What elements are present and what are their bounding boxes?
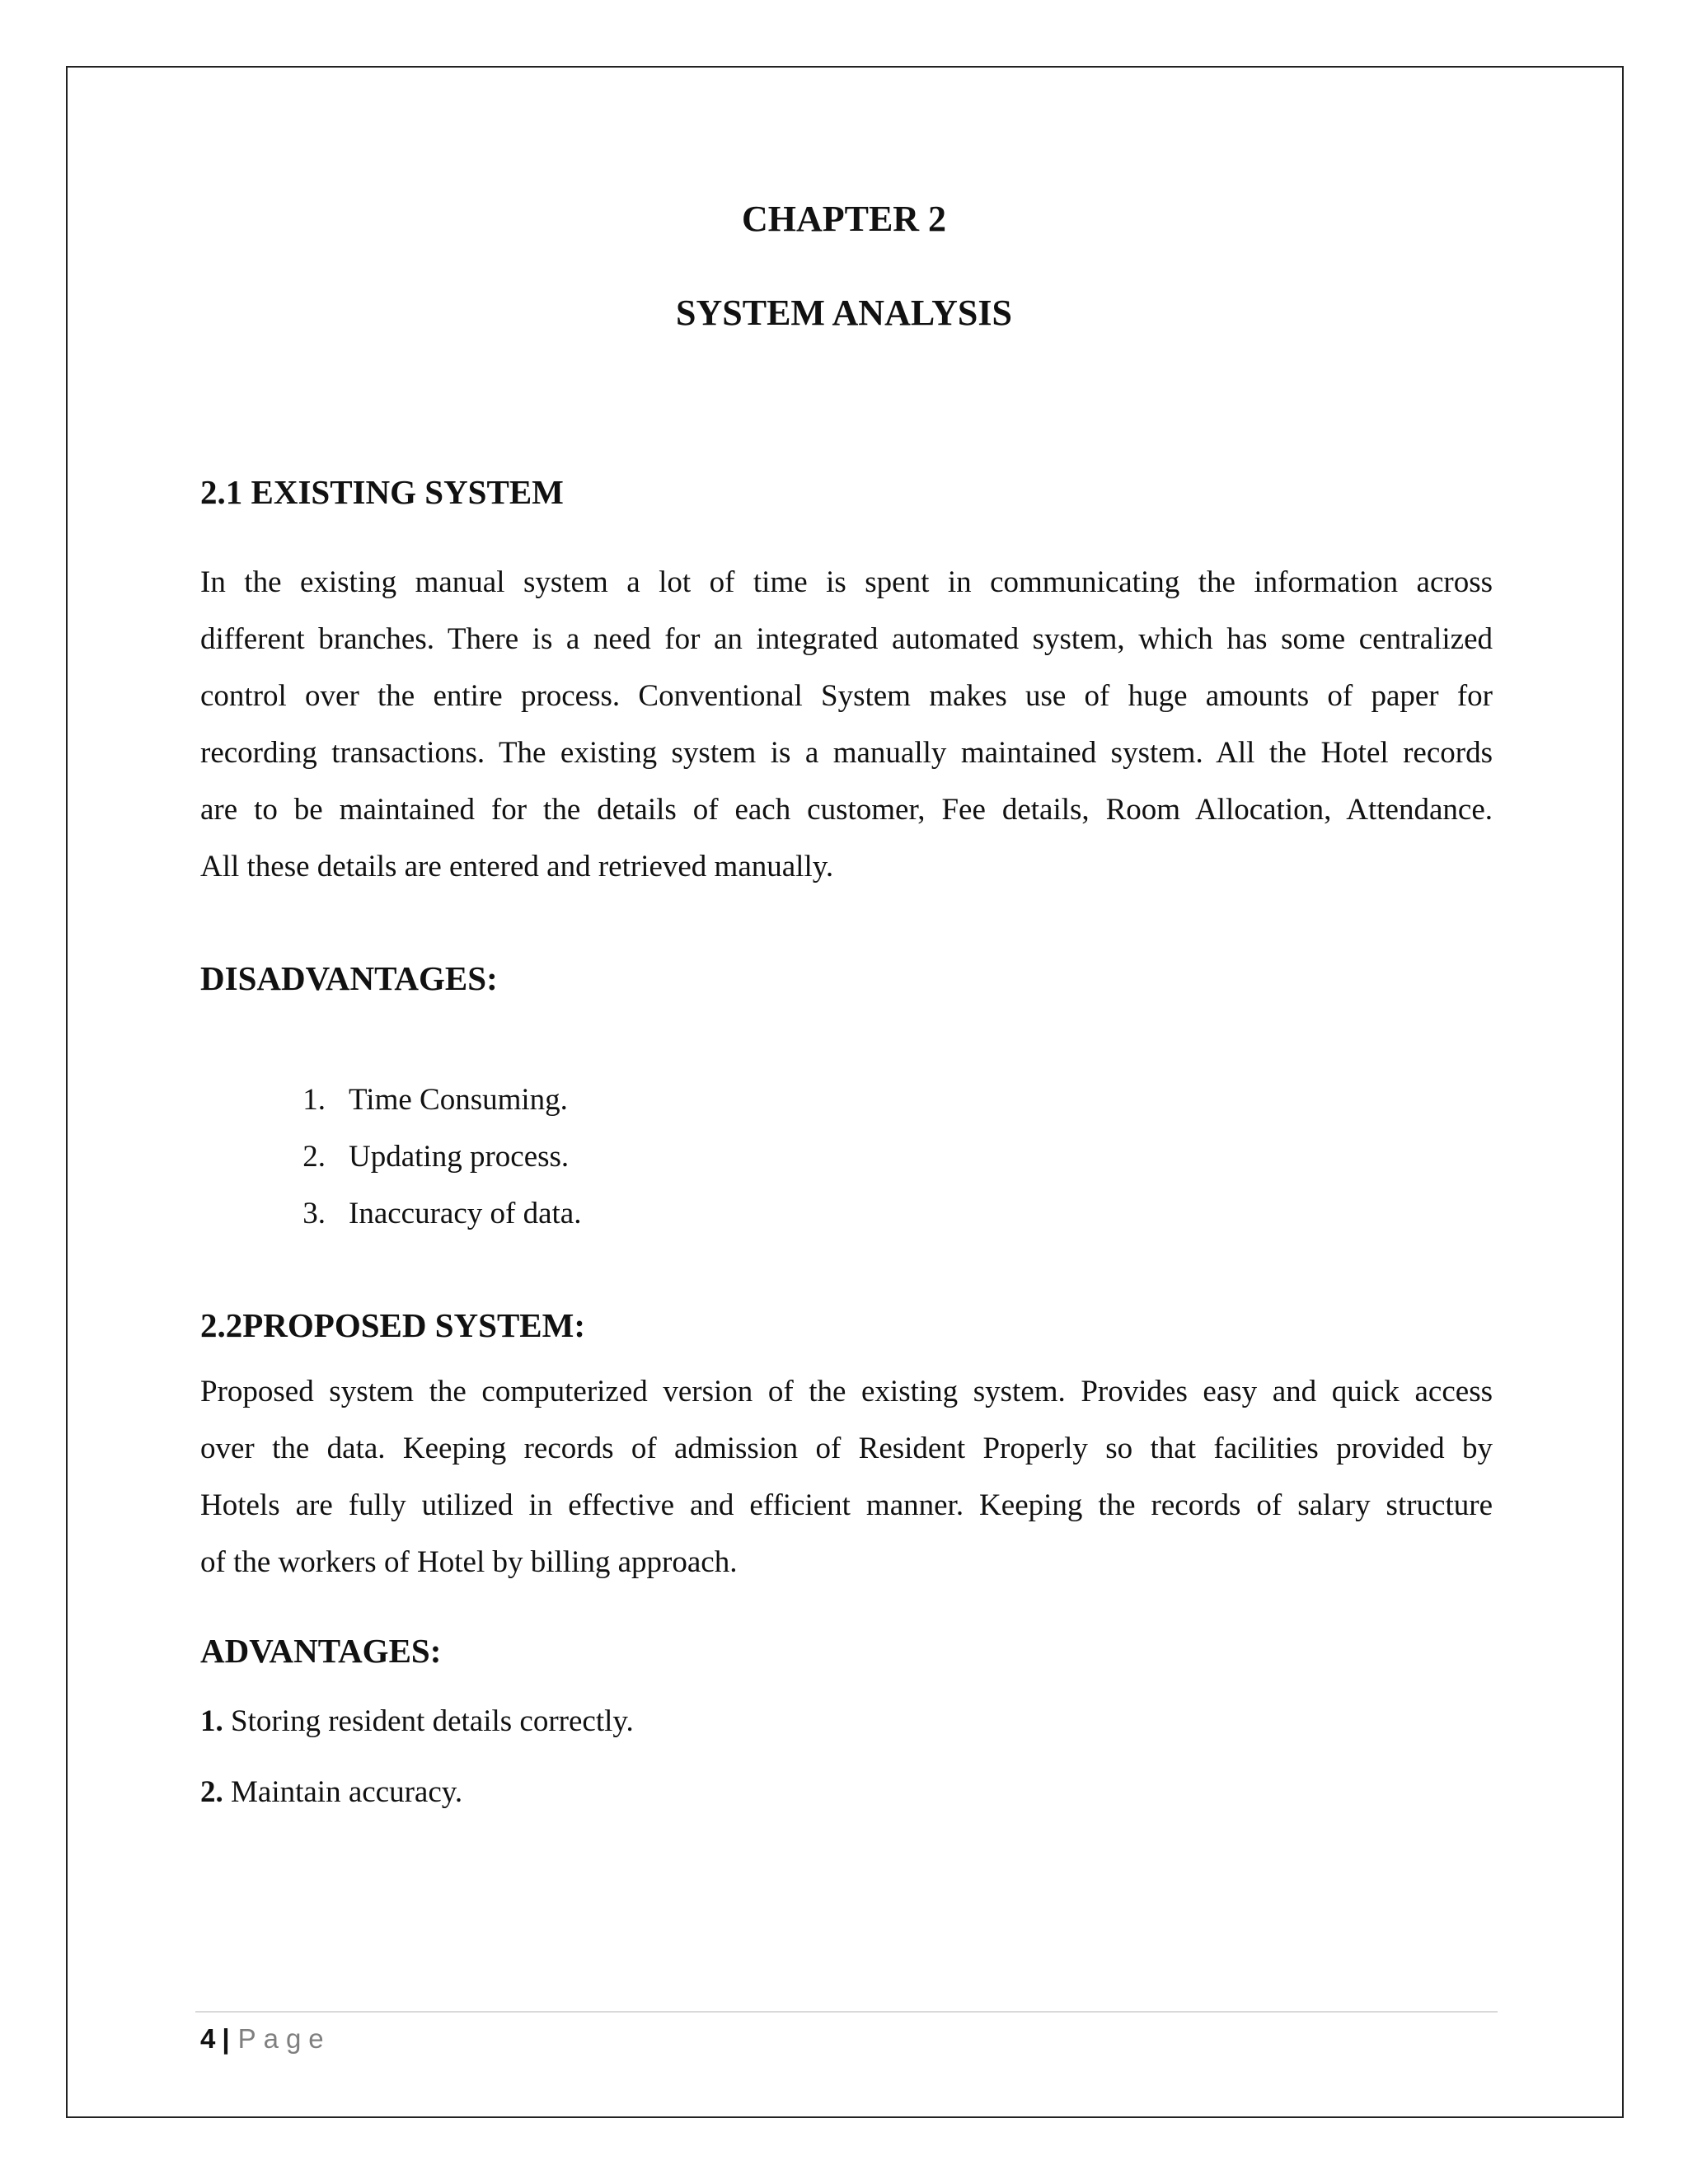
paragraph-line: over the data. Keeping records of admission of Resident Properly so that facilities provided by — [200, 1432, 1493, 1465]
list-item — [293, 1128, 581, 1185]
paragraph-line: In the existing manual system a lot of time is spent in communicating the information across — [200, 565, 1493, 599]
page-footer — [200, 2021, 331, 2057]
list-item-text: Updating process. — [349, 1140, 570, 1174]
footer-divider — [195, 2011, 1498, 2013]
page-number: 4 — [200, 2023, 216, 2054]
list-item-number: 3. — [302, 1197, 326, 1230]
page-label: Page — [237, 2023, 331, 2054]
list-item-number: 1. — [302, 1083, 326, 1117]
chapter-title: CHAPTER 2 — [741, 199, 947, 239]
existing-system-heading: 2.1 EXISTING SYSTEM — [200, 473, 564, 511]
paragraph-line: are to be maintained for the details of each customer, Fee details, Room Allocation, Attendance. — [200, 793, 1493, 827]
proposed-system-paragraph — [200, 1363, 1493, 1591]
list-item-text: Inaccuracy of data. — [349, 1197, 582, 1230]
paragraph-line: Hotels are fully utilized in effective and efficient manner. Keeping the records of salary structure — [200, 1488, 1493, 1522]
paragraph-line: control over the entire process. Conventional System makes use of huge amounts of paper for — [200, 679, 1493, 713]
list-item-text: Time Consuming. — [349, 1083, 568, 1117]
list-item — [200, 1772, 462, 1813]
paragraph-line: different branches. There is a need for an integrated automated system, which has some centralized — [200, 622, 1493, 656]
list-item-text: Storing resident details correctly. — [223, 1704, 634, 1738]
chapter-subtitle: SYSTEM ANALYSIS — [676, 293, 1012, 333]
disadvantages-list — [293, 1071, 581, 1242]
list-item-number: 2. — [200, 1775, 223, 1809]
existing-system-paragraph — [200, 554, 1493, 895]
paragraph-line: of the workers of Hotel by billing approach. — [200, 1545, 738, 1579]
paragraph-line: recording transactions. The existing system is a manually maintained system. All the Hotel records — [200, 736, 1493, 770]
list-item — [293, 1071, 581, 1128]
proposed-system-heading: 2.2PROPOSED SYSTEM: — [200, 1306, 585, 1344]
list-item — [200, 1701, 634, 1742]
list-item — [293, 1185, 581, 1242]
paragraph-line: Proposed system the computerized version of the existing system. Provides easy and quick access — [200, 1375, 1493, 1408]
list-item-number: 1. — [200, 1704, 223, 1738]
list-item-text: Maintain accuracy. — [223, 1775, 463, 1809]
disadvantages-heading: DISADVANTAGES: — [200, 959, 498, 997]
advantages-heading: ADVANTAGES: — [200, 1632, 442, 1670]
paragraph-line: All these details are entered and retrieved manually. — [200, 850, 834, 883]
footer-separator: | — [222, 2023, 230, 2054]
list-item-number: 2. — [302, 1140, 326, 1174]
